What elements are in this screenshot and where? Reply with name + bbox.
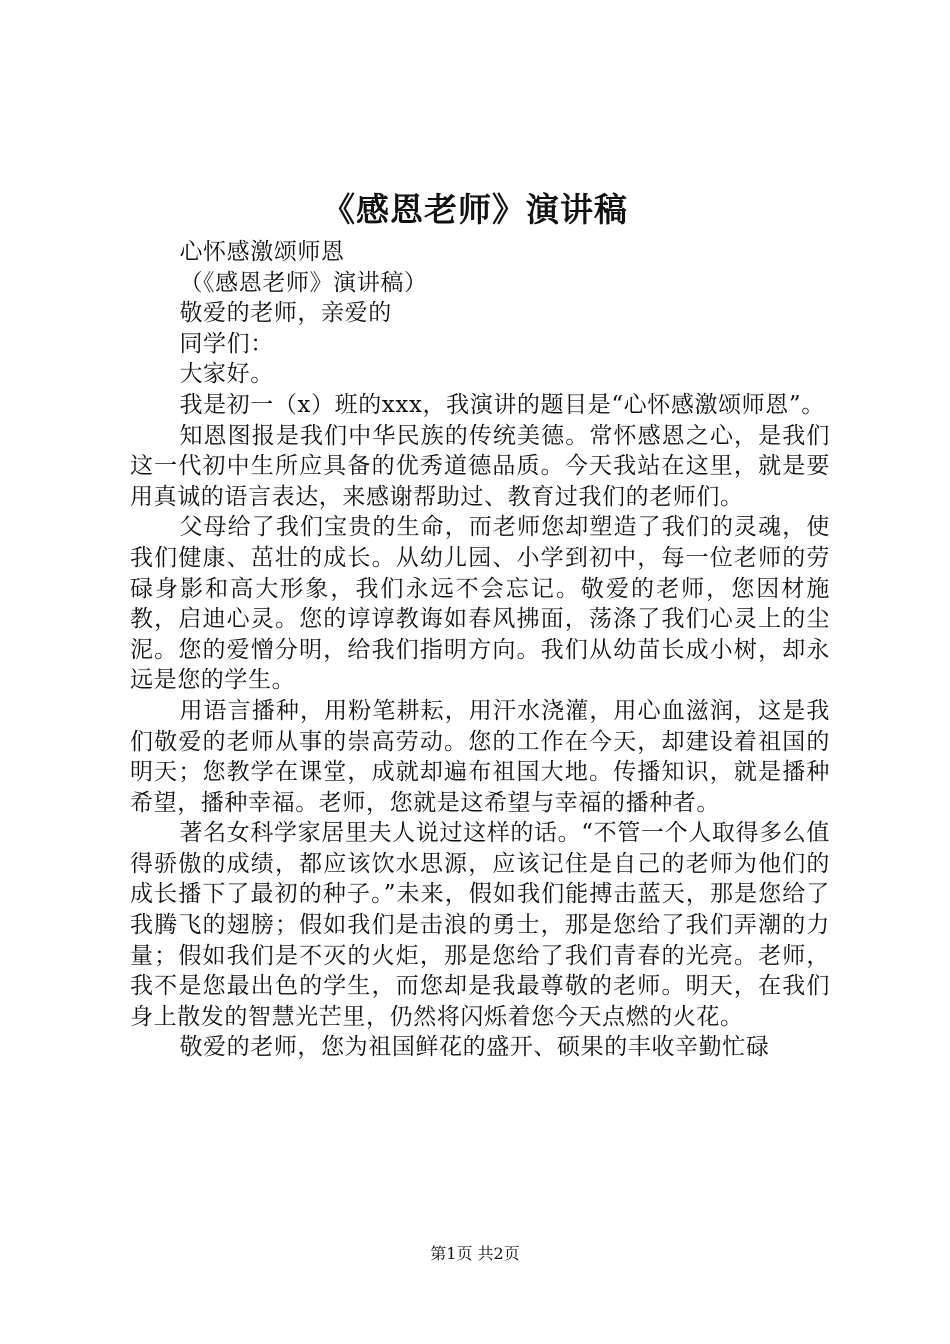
paragraph: 敬爱的老师，您为祖国鲜花的盛开、硕果的丰收辛勤忙碌 [179,1034,770,1061]
document-title: 《感恩老师》演讲稿 [322,190,628,229]
paragraph: 知恩图报是我们中华民族的传统美德。常怀感恩之心，是我们这一代初中生所应具备的优秀道德品质。今天我站在这里，就是要用真诚的语言表达，来感谢帮助过、教育过我们的老师们。 [130,422,830,510]
salutation-line: 同学们： [179,330,274,357]
subtitle-note: （《感恩老师》演讲稿） [179,269,428,296]
paragraph: 著名女科学家居里夫人说过这样的话。“不管一个人取得多么值得骄傲的成绩，都应该饮水思源，应该记住是自己的老师为他们的成长播下了最初的种子。”未来，假如我们能搏击蓝天，那是您给了我腾飞的翅膀；假如我们是击浪的勇士，那是您给了我们弄潮的力量；假如我们是不灭的火炬，那是您给了我们青春的光亮。老师，我不是您最出色的学生，而您却是我最尊敬的老师。明天，在我们身上散发的智慧光芒里，仍然将闪烁着您今天点燃的火花。 [130,820,830,1030]
greeting: 大家好。 [179,361,274,388]
page-number-footer: 第1页 共2页 [430,1244,520,1263]
paragraph: 我是初一（x）班的xxx，我演讲的题目是“心怀感激颂师恩”。 [179,391,825,418]
paragraph: 用语言播种，用粉笔耕耘，用汗水浇灌，用心血滋润，这是我们敬爱的老师从事的崇高劳动。您的工作在今天，却建设着祖国的明天；您教学在课堂，成就却遍布祖国大地。传播知识，就是播种希望，播种幸福。老师，您就是这希望与幸福的播种者。 [130,697,830,816]
paragraph: 父母给了我们宝贵的生命，而老师您却塑造了我们的灵魂，使我们健康、茁壮的成长。从幼儿园、小学到初中，每一位老师的劳碌身影和高大形象，我们永远不会忘记。敬爱的老师，您因材施教，启迪心灵。您的谆谆教诲如春风拂面，荡涤了我们心灵上的尘泥。您的爱憎分明，给我们指明方向。我们从幼苗长成小树，却永远是您的学生。 [130,514,830,694]
subtitle: 心怀感激颂师恩 [179,239,345,265]
document-body [130,237,830,1063]
salutation-line: 敬爱的老师，亲爱的 [179,300,392,327]
